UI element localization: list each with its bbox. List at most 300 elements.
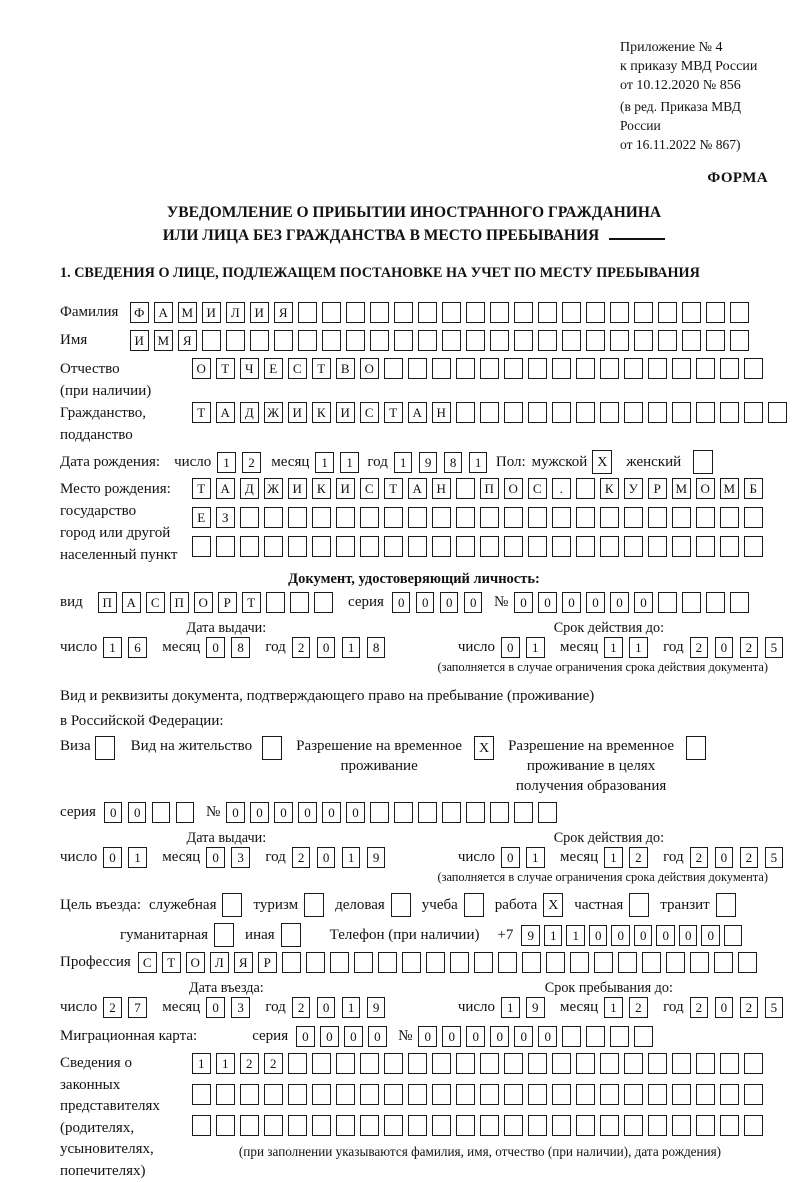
char-cell[interactable] xyxy=(576,1084,595,1105)
char-cell[interactable] xyxy=(432,1053,451,1074)
char-cell[interactable] xyxy=(360,536,379,557)
residence-permit-checkbox[interactable] xyxy=(262,736,282,760)
char-cell[interactable]: К xyxy=(312,478,331,499)
char-cell[interactable] xyxy=(576,358,595,379)
char-cell[interactable] xyxy=(312,1053,331,1074)
char-cell[interactable]: С xyxy=(360,402,379,423)
char-cell[interactable] xyxy=(466,802,485,823)
char-cell[interactable] xyxy=(552,536,571,557)
char-cell[interactable] xyxy=(682,302,701,323)
char-cell[interactable] xyxy=(336,1115,355,1136)
char-cell[interactable]: 2 xyxy=(264,1053,283,1074)
char-cell[interactable] xyxy=(696,536,715,557)
char-cell[interactable]: Т xyxy=(384,402,403,423)
char-cell[interactable] xyxy=(354,952,373,973)
char-cell[interactable] xyxy=(442,302,461,323)
char-cell[interactable]: Ж xyxy=(264,478,283,499)
char-cell[interactable] xyxy=(240,536,259,557)
char-cell[interactable] xyxy=(570,952,589,973)
char-cell[interactable]: П xyxy=(98,592,117,613)
char-cell[interactable]: 1 xyxy=(340,452,359,473)
char-cell[interactable]: 0 xyxy=(440,592,459,613)
char-cell[interactable]: 2 xyxy=(690,997,709,1018)
char-cell[interactable]: 0 xyxy=(442,1026,461,1047)
char-cell[interactable]: С xyxy=(288,358,307,379)
char-cell[interactable]: 1 xyxy=(544,925,563,946)
char-cell[interactable] xyxy=(466,330,485,351)
char-cell[interactable] xyxy=(528,1053,547,1074)
purpose-study-checkbox[interactable] xyxy=(464,893,484,917)
char-cell[interactable] xyxy=(576,402,595,423)
char-cell[interactable]: И xyxy=(336,402,355,423)
char-cell[interactable] xyxy=(720,1115,739,1136)
purpose-other-checkbox[interactable] xyxy=(281,923,301,947)
char-cell[interactable]: 0 xyxy=(317,847,336,868)
char-cell[interactable] xyxy=(714,952,733,973)
char-cell[interactable] xyxy=(306,952,325,973)
char-cell[interactable] xyxy=(720,358,739,379)
char-cell[interactable] xyxy=(322,302,341,323)
char-cell[interactable] xyxy=(562,1026,581,1047)
char-cell[interactable]: И xyxy=(288,402,307,423)
char-cell[interactable] xyxy=(624,358,643,379)
char-cell[interactable] xyxy=(648,1053,667,1074)
char-cell[interactable]: 0 xyxy=(206,637,225,658)
char-cell[interactable] xyxy=(394,802,413,823)
char-cell[interactable]: С xyxy=(360,478,379,499)
char-cell[interactable] xyxy=(600,402,619,423)
char-cell[interactable] xyxy=(634,302,653,323)
char-cell[interactable]: З xyxy=(216,507,235,528)
char-cell[interactable] xyxy=(250,330,269,351)
char-cell[interactable] xyxy=(176,802,195,823)
char-cell[interactable]: 9 xyxy=(419,452,438,473)
visa-checkbox[interactable] xyxy=(95,736,115,760)
char-cell[interactable] xyxy=(634,330,653,351)
char-cell[interactable] xyxy=(442,330,461,351)
char-cell[interactable] xyxy=(394,302,413,323)
char-cell[interactable] xyxy=(312,1115,331,1136)
char-cell[interactable] xyxy=(744,1084,763,1105)
char-cell[interactable]: 7 xyxy=(128,997,147,1018)
char-cell[interactable]: 2 xyxy=(740,997,759,1018)
char-cell[interactable] xyxy=(288,1115,307,1136)
char-cell[interactable] xyxy=(504,1053,523,1074)
char-cell[interactable]: 1 xyxy=(216,1053,235,1074)
char-cell[interactable]: М xyxy=(178,302,197,323)
char-cell[interactable] xyxy=(514,330,533,351)
char-cell[interactable] xyxy=(504,358,523,379)
char-cell[interactable]: Т xyxy=(312,358,331,379)
char-cell[interactable]: 1 xyxy=(526,637,545,658)
char-cell[interactable] xyxy=(288,536,307,557)
char-cell[interactable] xyxy=(264,536,283,557)
char-cell[interactable]: 1 xyxy=(469,452,488,473)
char-cell[interactable] xyxy=(696,1084,715,1105)
char-cell[interactable] xyxy=(682,330,701,351)
char-cell[interactable]: Т xyxy=(384,478,403,499)
char-cell[interactable]: М xyxy=(720,478,739,499)
char-cell[interactable] xyxy=(378,952,397,973)
char-cell[interactable] xyxy=(282,952,301,973)
char-cell[interactable] xyxy=(552,358,571,379)
char-cell[interactable] xyxy=(720,1084,739,1105)
char-cell[interactable] xyxy=(480,358,499,379)
char-cell[interactable]: 0 xyxy=(322,802,341,823)
temp-residence-edu-checkbox[interactable] xyxy=(686,736,706,760)
char-cell[interactable] xyxy=(192,1084,211,1105)
char-cell[interactable]: 0 xyxy=(514,1026,533,1047)
char-cell[interactable] xyxy=(456,478,475,499)
char-cell[interactable] xyxy=(600,507,619,528)
char-cell[interactable] xyxy=(408,1053,427,1074)
char-cell[interactable] xyxy=(240,1115,259,1136)
char-cell[interactable]: П xyxy=(480,478,499,499)
char-cell[interactable] xyxy=(266,592,285,613)
char-cell[interactable]: Д xyxy=(240,478,259,499)
char-cell[interactable]: В xyxy=(336,358,355,379)
char-cell[interactable] xyxy=(288,1084,307,1105)
purpose-business-checkbox[interactable] xyxy=(391,893,411,917)
char-cell[interactable]: 3 xyxy=(231,997,250,1018)
char-cell[interactable]: Д xyxy=(240,402,259,423)
char-cell[interactable] xyxy=(586,330,605,351)
char-cell[interactable] xyxy=(346,302,365,323)
char-cell[interactable]: 0 xyxy=(701,925,720,946)
char-cell[interactable] xyxy=(274,330,293,351)
char-cell[interactable] xyxy=(552,402,571,423)
char-cell[interactable] xyxy=(522,952,541,973)
char-cell[interactable] xyxy=(724,925,743,946)
purpose-tourism-checkbox[interactable] xyxy=(304,893,324,917)
char-cell[interactable]: 3 xyxy=(231,847,250,868)
char-cell[interactable]: Я xyxy=(234,952,253,973)
char-cell[interactable]: 0 xyxy=(538,1026,557,1047)
char-cell[interactable]: 1 xyxy=(604,847,623,868)
char-cell[interactable] xyxy=(634,1026,653,1047)
char-cell[interactable] xyxy=(738,952,757,973)
char-cell[interactable]: Л xyxy=(210,952,229,973)
char-cell[interactable] xyxy=(312,507,331,528)
char-cell[interactable] xyxy=(360,507,379,528)
char-cell[interactable] xyxy=(336,507,355,528)
purpose-transit-checkbox[interactable] xyxy=(716,893,736,917)
char-cell[interactable]: 0 xyxy=(656,925,675,946)
char-cell[interactable] xyxy=(498,952,517,973)
char-cell[interactable] xyxy=(384,536,403,557)
char-cell[interactable] xyxy=(312,1084,331,1105)
char-cell[interactable] xyxy=(648,1115,667,1136)
char-cell[interactable]: 0 xyxy=(206,997,225,1018)
char-cell[interactable]: 1 xyxy=(217,452,236,473)
char-cell[interactable]: С xyxy=(528,478,547,499)
char-cell[interactable] xyxy=(744,1115,763,1136)
char-cell[interactable]: О xyxy=(194,592,213,613)
char-cell[interactable] xyxy=(610,302,629,323)
purpose-work-checkbox[interactable]: X xyxy=(543,893,563,917)
char-cell[interactable]: О xyxy=(504,478,523,499)
char-cell[interactable] xyxy=(658,592,677,613)
char-cell[interactable]: 0 xyxy=(298,802,317,823)
char-cell[interactable] xyxy=(360,1115,379,1136)
char-cell[interactable] xyxy=(744,1053,763,1074)
char-cell[interactable] xyxy=(658,302,677,323)
char-cell[interactable]: Ф xyxy=(130,302,149,323)
char-cell[interactable]: 0 xyxy=(589,925,608,946)
char-cell[interactable]: Е xyxy=(192,507,211,528)
char-cell[interactable]: 0 xyxy=(715,997,734,1018)
char-cell[interactable] xyxy=(720,507,739,528)
char-cell[interactable] xyxy=(408,1115,427,1136)
char-cell[interactable]: 0 xyxy=(611,925,630,946)
char-cell[interactable] xyxy=(408,1084,427,1105)
char-cell[interactable] xyxy=(528,358,547,379)
char-cell[interactable]: 0 xyxy=(466,1026,485,1047)
char-cell[interactable]: 8 xyxy=(444,452,463,473)
char-cell[interactable]: 0 xyxy=(206,847,225,868)
char-cell[interactable] xyxy=(216,536,235,557)
char-cell[interactable] xyxy=(432,536,451,557)
char-cell[interactable] xyxy=(730,330,749,351)
char-cell[interactable]: М xyxy=(672,478,691,499)
char-cell[interactable]: К xyxy=(312,402,331,423)
char-cell[interactable]: 0 xyxy=(464,592,483,613)
char-cell[interactable]: 9 xyxy=(367,997,386,1018)
char-cell[interactable] xyxy=(408,536,427,557)
char-cell[interactable] xyxy=(528,1084,547,1105)
char-cell[interactable] xyxy=(314,592,333,613)
char-cell[interactable] xyxy=(336,1084,355,1105)
char-cell[interactable]: 2 xyxy=(690,637,709,658)
char-cell[interactable] xyxy=(682,592,701,613)
char-cell[interactable] xyxy=(298,302,317,323)
char-cell[interactable]: И xyxy=(130,330,149,351)
char-cell[interactable] xyxy=(706,592,725,613)
char-cell[interactable]: 0 xyxy=(416,592,435,613)
char-cell[interactable]: 1 xyxy=(501,997,520,1018)
char-cell[interactable] xyxy=(690,952,709,973)
char-cell[interactable]: Р xyxy=(218,592,237,613)
char-cell[interactable] xyxy=(360,1053,379,1074)
char-cell[interactable] xyxy=(672,1084,691,1105)
char-cell[interactable] xyxy=(528,1115,547,1136)
char-cell[interactable]: 0 xyxy=(103,847,122,868)
char-cell[interactable] xyxy=(264,1084,283,1105)
char-cell[interactable]: 9 xyxy=(526,997,545,1018)
char-cell[interactable]: 1 xyxy=(604,997,623,1018)
char-cell[interactable]: 1 xyxy=(342,637,361,658)
char-cell[interactable] xyxy=(456,536,475,557)
char-cell[interactable] xyxy=(370,302,389,323)
char-cell[interactable]: 2 xyxy=(292,637,311,658)
char-cell[interactable] xyxy=(744,402,763,423)
char-cell[interactable] xyxy=(202,330,221,351)
char-cell[interactable]: 5 xyxy=(765,997,784,1018)
char-cell[interactable]: 0 xyxy=(501,847,520,868)
char-cell[interactable] xyxy=(152,802,171,823)
char-cell[interactable] xyxy=(466,302,485,323)
char-cell[interactable] xyxy=(240,1084,259,1105)
char-cell[interactable]: Я xyxy=(274,302,293,323)
char-cell[interactable] xyxy=(696,507,715,528)
char-cell[interactable]: 9 xyxy=(521,925,540,946)
char-cell[interactable]: 0 xyxy=(514,592,533,613)
char-cell[interactable] xyxy=(730,302,749,323)
char-cell[interactable] xyxy=(618,952,637,973)
char-cell[interactable] xyxy=(672,507,691,528)
char-cell[interactable]: 5 xyxy=(765,637,784,658)
char-cell[interactable]: 1 xyxy=(192,1053,211,1074)
char-cell[interactable] xyxy=(586,302,605,323)
char-cell[interactable]: 0 xyxy=(490,1026,509,1047)
char-cell[interactable] xyxy=(360,1084,379,1105)
char-cell[interactable]: 0 xyxy=(368,1026,387,1047)
char-cell[interactable]: 0 xyxy=(344,1026,363,1047)
char-cell[interactable] xyxy=(562,302,581,323)
char-cell[interactable] xyxy=(706,330,725,351)
char-cell[interactable]: Н xyxy=(432,478,451,499)
char-cell[interactable]: 0 xyxy=(250,802,269,823)
char-cell[interactable] xyxy=(744,536,763,557)
char-cell[interactable] xyxy=(576,1115,595,1136)
male-checkbox[interactable]: X xyxy=(592,450,612,474)
char-cell[interactable] xyxy=(624,1115,643,1136)
char-cell[interactable] xyxy=(730,592,749,613)
char-cell[interactable]: Е xyxy=(264,358,283,379)
char-cell[interactable] xyxy=(576,1053,595,1074)
char-cell[interactable]: Р xyxy=(258,952,277,973)
char-cell[interactable] xyxy=(552,507,571,528)
char-cell[interactable]: Н xyxy=(432,402,451,423)
char-cell[interactable]: Т xyxy=(162,952,181,973)
char-cell[interactable]: 0 xyxy=(296,1026,315,1047)
char-cell[interactable] xyxy=(576,536,595,557)
char-cell[interactable]: 2 xyxy=(740,847,759,868)
char-cell[interactable] xyxy=(538,302,557,323)
char-cell[interactable] xyxy=(456,1053,475,1074)
char-cell[interactable] xyxy=(528,536,547,557)
char-cell[interactable]: 8 xyxy=(231,637,250,658)
purpose-private-checkbox[interactable] xyxy=(629,893,649,917)
char-cell[interactable]: 1 xyxy=(342,847,361,868)
char-cell[interactable]: . xyxy=(552,478,571,499)
char-cell[interactable]: А xyxy=(408,402,427,423)
char-cell[interactable] xyxy=(624,507,643,528)
char-cell[interactable]: А xyxy=(122,592,141,613)
char-cell[interactable] xyxy=(456,402,475,423)
char-cell[interactable] xyxy=(456,1084,475,1105)
char-cell[interactable]: 1 xyxy=(315,452,334,473)
char-cell[interactable]: О xyxy=(696,478,715,499)
char-cell[interactable]: 0 xyxy=(128,802,147,823)
char-cell[interactable] xyxy=(456,358,475,379)
char-cell[interactable]: 0 xyxy=(317,637,336,658)
char-cell[interactable]: И xyxy=(336,478,355,499)
char-cell[interactable] xyxy=(384,358,403,379)
char-cell[interactable] xyxy=(624,402,643,423)
char-cell[interactable]: О xyxy=(360,358,379,379)
char-cell[interactable] xyxy=(552,1115,571,1136)
char-cell[interactable]: 0 xyxy=(634,925,653,946)
char-cell[interactable] xyxy=(658,330,677,351)
char-cell[interactable] xyxy=(600,358,619,379)
char-cell[interactable]: 2 xyxy=(292,847,311,868)
char-cell[interactable]: П xyxy=(170,592,189,613)
char-cell[interactable]: С xyxy=(146,592,165,613)
char-cell[interactable] xyxy=(576,478,595,499)
char-cell[interactable] xyxy=(696,1115,715,1136)
char-cell[interactable]: 0 xyxy=(586,592,605,613)
char-cell[interactable]: Ж xyxy=(264,402,283,423)
char-cell[interactable] xyxy=(384,1084,403,1105)
char-cell[interactable] xyxy=(480,1115,499,1136)
char-cell[interactable]: И xyxy=(288,478,307,499)
char-cell[interactable]: 2 xyxy=(629,997,648,1018)
char-cell[interactable] xyxy=(624,536,643,557)
char-cell[interactable] xyxy=(538,802,557,823)
char-cell[interactable]: 0 xyxy=(610,592,629,613)
char-cell[interactable]: 1 xyxy=(103,637,122,658)
char-cell[interactable] xyxy=(504,1084,523,1105)
char-cell[interactable] xyxy=(648,1084,667,1105)
char-cell[interactable] xyxy=(600,536,619,557)
char-cell[interactable] xyxy=(322,330,341,351)
char-cell[interactable] xyxy=(370,802,389,823)
char-cell[interactable] xyxy=(456,1115,475,1136)
char-cell[interactable] xyxy=(562,330,581,351)
char-cell[interactable]: 0 xyxy=(679,925,698,946)
char-cell[interactable]: О xyxy=(192,358,211,379)
char-cell[interactable] xyxy=(552,1053,571,1074)
char-cell[interactable] xyxy=(264,507,283,528)
char-cell[interactable] xyxy=(672,536,691,557)
char-cell[interactable] xyxy=(192,536,211,557)
char-cell[interactable]: М xyxy=(154,330,173,351)
char-cell[interactable]: У xyxy=(624,478,643,499)
char-cell[interactable] xyxy=(450,952,469,973)
char-cell[interactable] xyxy=(586,1026,605,1047)
char-cell[interactable] xyxy=(504,1115,523,1136)
char-cell[interactable]: 2 xyxy=(629,847,648,868)
char-cell[interactable]: 1 xyxy=(394,452,413,473)
char-cell[interactable] xyxy=(538,330,557,351)
char-cell[interactable]: 5 xyxy=(765,847,784,868)
char-cell[interactable] xyxy=(336,1053,355,1074)
char-cell[interactable] xyxy=(504,536,523,557)
char-cell[interactable]: А xyxy=(216,402,235,423)
char-cell[interactable] xyxy=(610,1026,629,1047)
char-cell[interactable] xyxy=(576,507,595,528)
char-cell[interactable]: 2 xyxy=(740,637,759,658)
char-cell[interactable] xyxy=(696,358,715,379)
purpose-official-checkbox[interactable] xyxy=(222,893,242,917)
char-cell[interactable]: 1 xyxy=(566,925,585,946)
char-cell[interactable] xyxy=(432,1084,451,1105)
char-cell[interactable] xyxy=(552,1084,571,1105)
char-cell[interactable] xyxy=(442,802,461,823)
char-cell[interactable]: Т xyxy=(242,592,261,613)
char-cell[interactable] xyxy=(226,330,245,351)
char-cell[interactable] xyxy=(672,358,691,379)
char-cell[interactable] xyxy=(672,1115,691,1136)
char-cell[interactable] xyxy=(768,402,787,423)
char-cell[interactable] xyxy=(480,1084,499,1105)
char-cell[interactable]: Б xyxy=(744,478,763,499)
char-cell[interactable]: 0 xyxy=(715,847,734,868)
char-cell[interactable] xyxy=(312,536,331,557)
char-cell[interactable] xyxy=(528,507,547,528)
char-cell[interactable]: 1 xyxy=(629,637,648,658)
